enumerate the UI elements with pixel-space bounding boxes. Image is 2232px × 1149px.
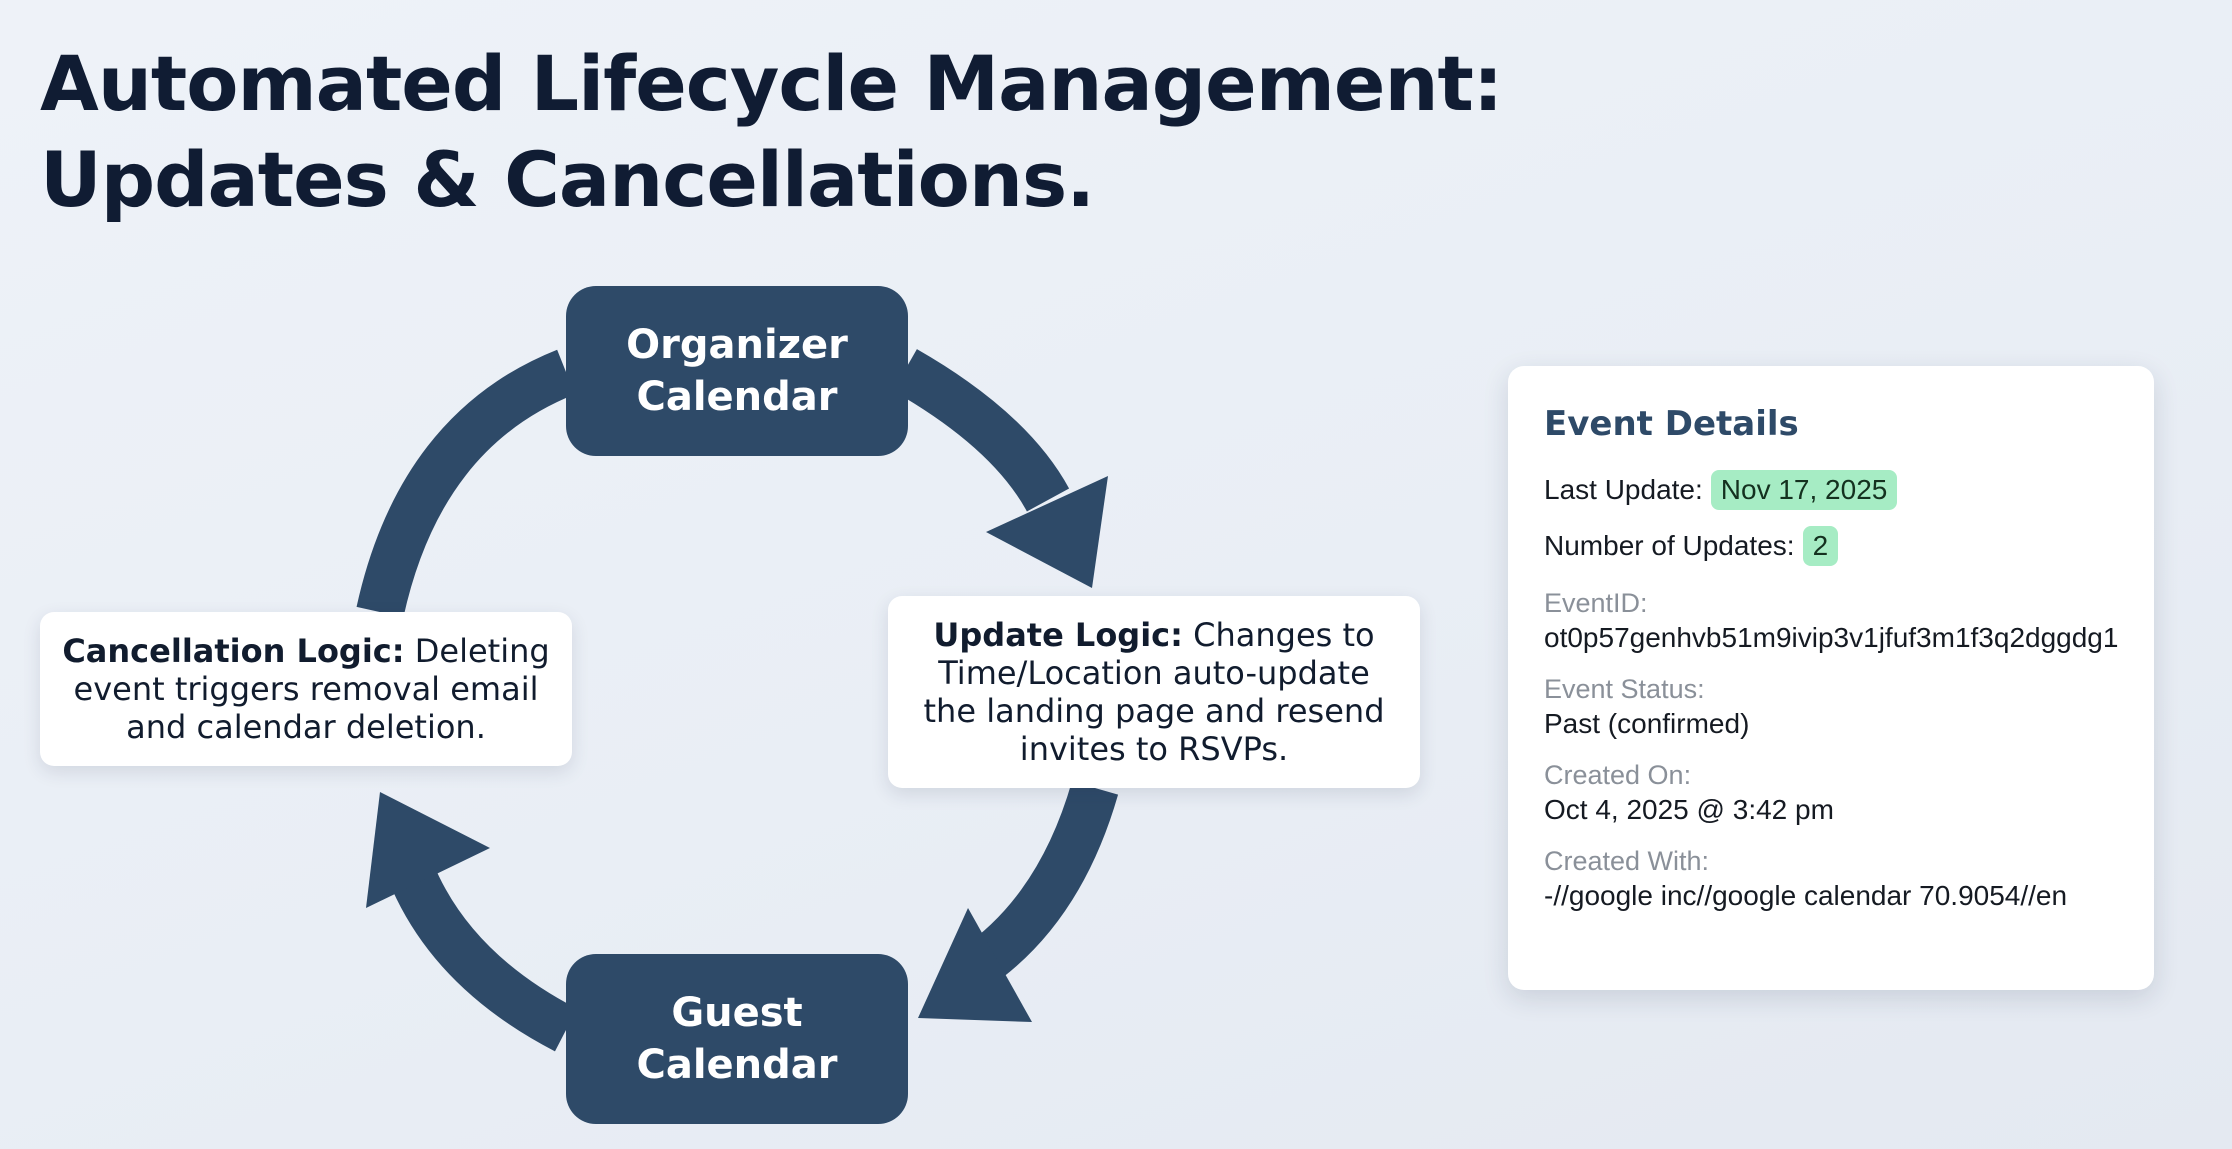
last-update-label: Last Update: xyxy=(1544,474,1703,505)
update-logic-box xyxy=(888,596,1420,788)
arrow-organizer-to-update xyxy=(905,370,1048,500)
organizer-calendar-node xyxy=(566,286,908,456)
created-with-value: -//google inc//google calendar 70.9054//en xyxy=(1544,880,2068,911)
title-line-2: Updates & Cancellations. xyxy=(40,135,1095,224)
event-details-card xyxy=(1508,366,2154,990)
update-logic-text xyxy=(910,616,1398,768)
update-logic-body: Changes to Time/Location auto-update the landing page and resend invites to RSVPs. xyxy=(923,616,1385,768)
event-details-title: Event Details xyxy=(1544,404,1799,444)
event-id-field xyxy=(1544,586,2154,656)
event-id-value: ot0p57genhvb51m9ivip3v1jfuf3m1f3q2dggdg1 xyxy=(1544,622,2119,653)
cancellation-logic-body: Deleting event triggers removal email and calendar deletion. xyxy=(73,632,550,746)
event-status-value: Past (confirmed) xyxy=(1544,708,1750,739)
arrow-update-to-guest xyxy=(975,788,1095,968)
update-logic-heading: Update Logic: xyxy=(933,616,1183,654)
number-of-updates-row xyxy=(1544,522,2154,570)
created-on-value: Oct 4, 2025 @ 3:42 pm xyxy=(1544,794,1834,825)
created-on-label: Created On: xyxy=(1544,760,1692,790)
arrow-guest-to-cancel xyxy=(410,870,566,1030)
title-line-1: Automated Lifecycle Management: xyxy=(40,39,1503,128)
created-with-label: Created With: xyxy=(1544,846,1710,876)
cancellation-logic-text xyxy=(62,632,550,746)
last-update-row xyxy=(1544,466,2154,514)
event-status-field xyxy=(1544,672,2154,742)
created-with-field xyxy=(1544,844,2154,914)
arrow-cancel-to-organizer xyxy=(380,372,566,612)
cancellation-logic-heading: Cancellation Logic: xyxy=(62,632,405,670)
cancellation-logic-box xyxy=(40,612,572,766)
number-of-updates-value: 2 xyxy=(1803,526,1839,566)
created-on-field xyxy=(1544,758,2154,828)
event-status-label: Event Status: xyxy=(1544,674,1705,704)
last-update-value: Nov 17, 2025 xyxy=(1711,470,1898,510)
guest-line-2: Calendar xyxy=(636,1042,838,1088)
guest-line-1: Guest xyxy=(671,990,803,1036)
number-of-updates-label: Number of Updates: xyxy=(1544,530,1795,561)
organizer-line-1: Organizer xyxy=(626,322,848,368)
event-id-label: EventID: xyxy=(1544,588,1648,618)
guest-calendar-node xyxy=(566,954,908,1124)
organizer-line-2: Calendar xyxy=(636,374,838,420)
